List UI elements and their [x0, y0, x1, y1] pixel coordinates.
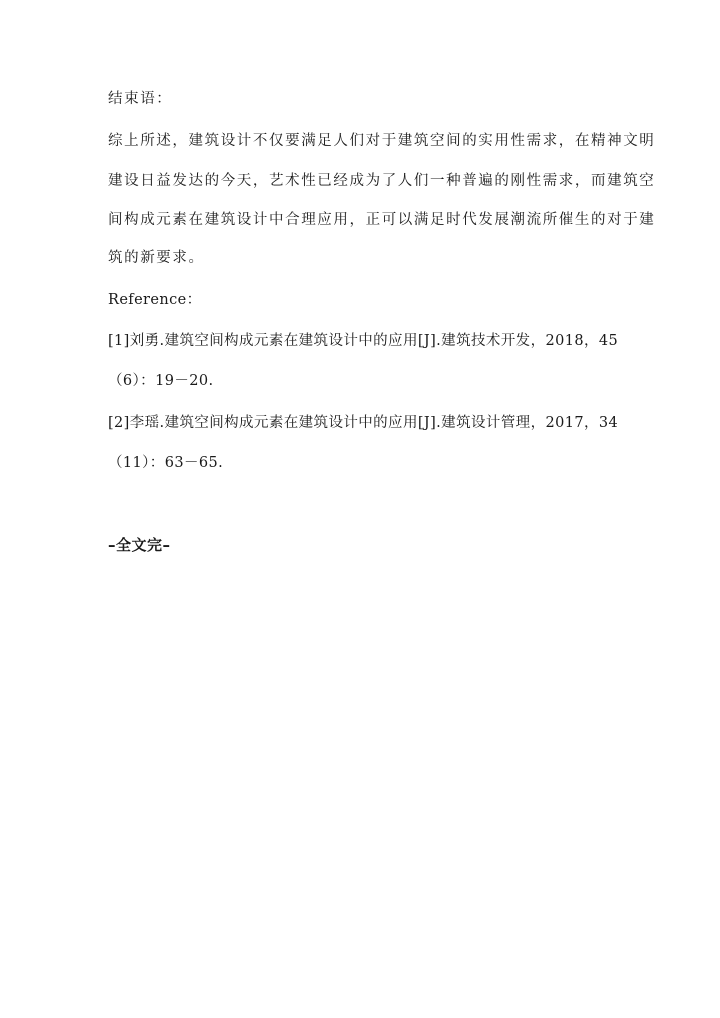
reference-item-2-line1: [2]李瑶.建筑空间构成元素在建筑设计中的应用[J].建筑设计管理，2017，34 — [108, 415, 619, 431]
reference-item-2-line2: （11）：63－65. — [108, 455, 224, 471]
conclusion-heading: 结束语： — [108, 91, 173, 107]
conclusion-paragraph-line: 建设日益发达的今天，艺术性已经成为了人们一种普遍的刚性需求，而建筑空 — [108, 173, 656, 189]
conclusion-paragraph-line: 综上所述，建筑设计不仅要满足人们对于建筑空间的实用性需求，在精神文明 — [108, 133, 656, 149]
conclusion-paragraph-line: 筑的新要求。 — [108, 250, 205, 266]
references-heading: Reference： — [108, 292, 202, 308]
conclusion-paragraph-line: 间构成元素在建筑设计中合理应用，正可以满足时代发展潮流所催生的对于建 — [108, 212, 656, 228]
reference-item-1-line2: （6）：19－20. — [108, 373, 214, 389]
reference-item-1-line1: [1]刘勇.建筑空间构成元素在建筑设计中的应用[J].建筑技术开发，2018，45 — [108, 333, 619, 349]
end-of-document-mark: –全文完– — [108, 536, 171, 554]
